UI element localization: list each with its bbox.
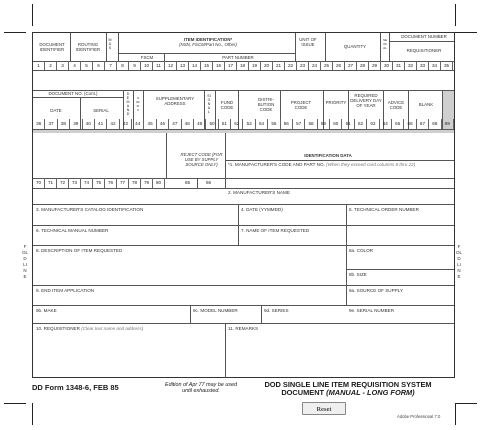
card-column-number: 27 bbox=[345, 61, 357, 70]
field-11-label: 11. REMARKS bbox=[228, 326, 259, 331]
card-column-number: 3 bbox=[57, 61, 69, 70]
field-9c-label: 9c. MODEL NUMBER bbox=[193, 308, 238, 313]
card-column-number: 10 bbox=[141, 61, 153, 70]
adobe-version: Adobe Professional 7.0 bbox=[397, 414, 441, 419]
card-column-number: 38 bbox=[58, 119, 70, 129]
card-column-number: 66 bbox=[404, 119, 416, 129]
card-column-number: 14 bbox=[189, 61, 201, 70]
doc-identifier-header: DOCUMENT IDENTIFIER bbox=[39, 42, 65, 52]
fold-line-label: FOLD LINE bbox=[456, 244, 463, 279]
item-identification-header bbox=[123, 37, 293, 47]
supplementary-address-header: SUPPLEMENTARY ADDRESS bbox=[155, 96, 195, 106]
card-column-number: 79 bbox=[141, 178, 153, 188]
crop-mark bbox=[455, 403, 456, 425]
card-column-number: 9 bbox=[129, 61, 141, 70]
part-number-header: PART NUMBER bbox=[222, 55, 254, 60]
card-column-number: 56 bbox=[281, 119, 293, 129]
field-10-label: 10. REQUISITIONER bbox=[36, 326, 80, 331]
field-8-description[interactable] bbox=[36, 248, 122, 253]
reject-num-b: 66 bbox=[205, 180, 212, 185]
serial-header-text: SERIAL bbox=[383, 38, 388, 50]
field-3-catalog-id[interactable] bbox=[36, 207, 143, 212]
field-9-end-item[interactable] bbox=[36, 288, 94, 293]
field-11-remarks[interactable] bbox=[228, 326, 258, 331]
signal-header-text: SIGNAL bbox=[207, 94, 211, 114]
card-column-number: 11 bbox=[153, 61, 165, 70]
crop-mark bbox=[32, 4, 33, 26]
card-column-number: 36 bbox=[33, 119, 45, 129]
field-8a-color[interactable] bbox=[349, 248, 373, 253]
card-column-number: 37 bbox=[45, 119, 57, 129]
card-column-number: 78 bbox=[129, 178, 141, 188]
card-column-number: 26 bbox=[333, 61, 345, 70]
form-title-line-2 bbox=[248, 389, 448, 397]
field-9d-series[interactable] bbox=[264, 308, 289, 313]
card-column-number: 63 bbox=[367, 119, 379, 129]
card-column-number: 33 bbox=[417, 61, 429, 70]
field-1-mfr-code[interactable] bbox=[228, 162, 452, 167]
field-9b-label: 9b. MAKE bbox=[36, 308, 57, 313]
card-column-number: 57 bbox=[293, 119, 305, 129]
card-column-number: 47 bbox=[169, 119, 181, 129]
fscm-header: FSCM bbox=[140, 55, 154, 60]
crop-mark bbox=[455, 403, 477, 404]
item-identification-title: ITEM IDENTIFICATION* bbox=[183, 37, 233, 42]
blank-header: BLANK bbox=[418, 102, 434, 107]
card-column-number: 16 bbox=[213, 61, 225, 70]
field-9b-make[interactable] bbox=[36, 308, 57, 313]
card-column-number: 2 bbox=[45, 61, 57, 70]
card-column-number: 21 bbox=[273, 61, 285, 70]
card-column-number: 70 bbox=[33, 178, 45, 188]
card-column-number: 31 bbox=[393, 61, 405, 70]
crop-mark bbox=[4, 403, 26, 404]
card-column-number: 50 bbox=[206, 119, 218, 129]
card-column-number: 24 bbox=[309, 61, 321, 70]
field-9-label: 9. END ITEM APPLICATION bbox=[36, 288, 95, 293]
ms-header-text: M & S bbox=[108, 38, 112, 50]
card-column-number: 55 bbox=[268, 119, 280, 129]
field-8b-label: 8b. SIZE bbox=[349, 272, 367, 277]
requisition-form bbox=[32, 32, 455, 378]
distribution-code-header: DISTRI- BUTION CODE bbox=[257, 97, 275, 112]
priority-header: PRIORITY bbox=[325, 100, 347, 105]
field-9e-serial[interactable] bbox=[349, 308, 394, 313]
fold-line-right bbox=[456, 244, 462, 280]
quantity-header: QUANTITY bbox=[343, 44, 367, 49]
card-column-number: 71 bbox=[45, 178, 57, 188]
card-column-number: 12 bbox=[165, 61, 177, 70]
card-column-number: 17 bbox=[225, 61, 237, 70]
fold-line-left bbox=[22, 244, 28, 280]
field-9a-source[interactable] bbox=[349, 288, 403, 293]
card-column-number: 4 bbox=[69, 61, 81, 70]
field-9c-model[interactable] bbox=[193, 308, 238, 313]
field-8b-size[interactable] bbox=[349, 272, 367, 277]
card-column-number: 19 bbox=[249, 61, 261, 70]
project-code-header: PROJECT CODE bbox=[290, 100, 312, 110]
card-column-number: 76 bbox=[105, 178, 117, 188]
ms-header bbox=[107, 38, 113, 50]
field-1-label: *1. MANUFACTURER'S CODE AND PART NO. bbox=[228, 162, 325, 167]
field-1-hint: (When they exceed card columns 8 thru 22) bbox=[326, 162, 416, 167]
card-column-number: 45 bbox=[144, 119, 156, 129]
field-3-label: 3. MANUFACTURER'S CATALOG IDENTIFICATION bbox=[36, 207, 144, 212]
item-identification-subtitle: (NSN, FSCM/Part No., Other) bbox=[179, 42, 237, 47]
card-column-number: 64 bbox=[380, 119, 392, 129]
field-4-date[interactable] bbox=[241, 207, 283, 212]
card-column-number: 20 bbox=[261, 61, 273, 70]
card-column-number: 22 bbox=[285, 61, 297, 70]
card-column-number: 35 bbox=[441, 61, 453, 70]
field-9e-label: 9e. SERIAL NUMBER bbox=[349, 308, 395, 313]
card-column-number: 68 bbox=[429, 119, 441, 129]
requisitioner-header: REQUISITIONER bbox=[406, 48, 442, 53]
card-column-number: 77 bbox=[117, 178, 129, 188]
field-6-tech-manual[interactable] bbox=[36, 228, 108, 233]
form-title-document: DOCUMENT bbox=[281, 388, 325, 397]
crop-mark bbox=[455, 4, 456, 26]
card-column-number: 73 bbox=[69, 178, 81, 188]
card-column-number: 44 bbox=[132, 119, 144, 129]
field-5-technical-order[interactable] bbox=[349, 207, 419, 212]
crop-mark bbox=[32, 403, 33, 425]
card-column-number: 28 bbox=[357, 61, 369, 70]
field-4-label: 4. DATE (YYMMDD) bbox=[241, 207, 283, 212]
card-column-number: 62 bbox=[355, 119, 367, 129]
card-column-number: 51 bbox=[219, 119, 231, 129]
card-column-number: 74 bbox=[81, 178, 93, 188]
date-header: DATE bbox=[50, 108, 62, 113]
shaded-block bbox=[33, 130, 454, 133]
suffix-header-text: SUFFIX bbox=[136, 96, 140, 112]
field-2-mfr-name[interactable] bbox=[228, 190, 290, 195]
card-column-number: 32 bbox=[405, 61, 417, 70]
card-column-number: 29 bbox=[369, 61, 381, 70]
field-8a-label: 8a. COLOR bbox=[349, 248, 373, 253]
card-column-number: 59 bbox=[318, 119, 330, 129]
card-column-number: 25 bbox=[321, 61, 333, 70]
card-column-number: 42 bbox=[107, 119, 119, 129]
card-column-number: 1 bbox=[33, 61, 45, 70]
card-column-number: 54 bbox=[256, 119, 268, 129]
card-column-number: 15 bbox=[201, 61, 213, 70]
field-9d-label: 9d. SERIES bbox=[264, 308, 289, 313]
card-column-number: 5 bbox=[81, 61, 93, 70]
field-9a-label: 9a. SOURCE OF SUPPLY bbox=[349, 288, 404, 293]
card-column-number: 6 bbox=[93, 61, 105, 70]
form-title-line-1: DOD SINGLE LINE ITEM REQUISITION SYSTEM bbox=[264, 380, 432, 389]
field-7-item-name[interactable] bbox=[241, 228, 309, 233]
card-column-number: 53 bbox=[243, 119, 255, 129]
unit-of-issue-header: UNIT OF ISSUE bbox=[299, 37, 317, 47]
signal-header bbox=[206, 94, 212, 114]
field-7-label: 7. NAME OF ITEM REQUESTED bbox=[241, 228, 310, 233]
field-5-label: 5. TECHNICAL ORDER NUMBER bbox=[349, 207, 419, 212]
advice-code-header: ADVICE CODE bbox=[387, 100, 405, 110]
card-column-number: 80 bbox=[153, 178, 165, 188]
card-column-number: 34 bbox=[429, 61, 441, 70]
card-column-number: 41 bbox=[95, 119, 107, 129]
card-column-number: 43 bbox=[120, 119, 132, 129]
edition-note: Edition of Apr 77 may be used until exhausted. bbox=[164, 382, 238, 394]
reject-code-label: REJECT CODE (FOR USE BY SUPPLY SOURCE ONLY) bbox=[180, 152, 223, 167]
field-6-label: 6. TECHNICAL MANUAL NUMBER bbox=[36, 228, 109, 233]
required-delivery-header: REQUIRED DELIVERY DAY OF YEAR bbox=[350, 93, 382, 108]
document-no-cont-header: DOCUMENT NO. (Cont.) bbox=[48, 91, 98, 96]
card-column-number: 72 bbox=[57, 178, 69, 188]
card-column-number: 30 bbox=[381, 61, 393, 70]
card-column-number: 40 bbox=[83, 119, 95, 129]
crop-mark bbox=[4, 32, 26, 33]
card-column-number: 49 bbox=[194, 119, 206, 129]
field-2-label: 2. MANUFACTURER'S NAME bbox=[228, 190, 290, 195]
demand-header-text: DEMAND bbox=[126, 92, 130, 116]
fund-code-header: FUND CODE bbox=[220, 100, 234, 110]
serial-header bbox=[382, 38, 388, 50]
form-title-long-form: (MANUAL - LONG FORM) bbox=[326, 388, 415, 397]
form-title bbox=[248, 381, 448, 397]
card-column-number: 60 bbox=[330, 119, 342, 129]
card-column-number: 69 bbox=[442, 119, 454, 129]
serial-header-2: SERIAL bbox=[93, 108, 109, 113]
card-column-number: 18 bbox=[237, 61, 249, 70]
demand-header bbox=[125, 92, 131, 116]
card-column-number: 65 bbox=[392, 119, 404, 129]
card-column-number: 39 bbox=[70, 119, 82, 129]
card-column-number: 8 bbox=[117, 61, 129, 70]
card-column-number: 13 bbox=[177, 61, 189, 70]
routing-identifier-header: ROUTING IDENTIFIER bbox=[75, 42, 101, 52]
card-column-number: 48 bbox=[182, 119, 194, 129]
document-number-header: DOCUMENT NUMBER bbox=[401, 34, 447, 39]
card-column-number: 61 bbox=[343, 119, 355, 129]
field-10-requisitioner[interactable] bbox=[36, 326, 143, 331]
identification-data-header: IDENTIFICATION DATA bbox=[304, 153, 352, 158]
card-column-number: 67 bbox=[417, 119, 429, 129]
field-10-hint: (Clear text name and address) bbox=[81, 326, 144, 331]
card-column-number: 75 bbox=[93, 178, 105, 188]
card-column-number: 52 bbox=[231, 119, 243, 129]
crop-mark bbox=[455, 32, 477, 33]
fold-line-label: FOLD LINE bbox=[22, 244, 29, 279]
card-column-number: 58 bbox=[305, 119, 317, 129]
suffix-header bbox=[135, 96, 141, 112]
field-8-label: 8. DESCRIPTION OF ITEM REQUESTED bbox=[36, 248, 123, 253]
card-column-number: 23 bbox=[297, 61, 309, 70]
card-column-number: 7 bbox=[105, 61, 117, 70]
card-column-number: 46 bbox=[157, 119, 169, 129]
reset-button[interactable]: Reset bbox=[302, 402, 346, 415]
form-number: DD Form 1348-6, FEB 85 bbox=[32, 383, 119, 392]
reject-num-a: 65 bbox=[184, 180, 191, 185]
